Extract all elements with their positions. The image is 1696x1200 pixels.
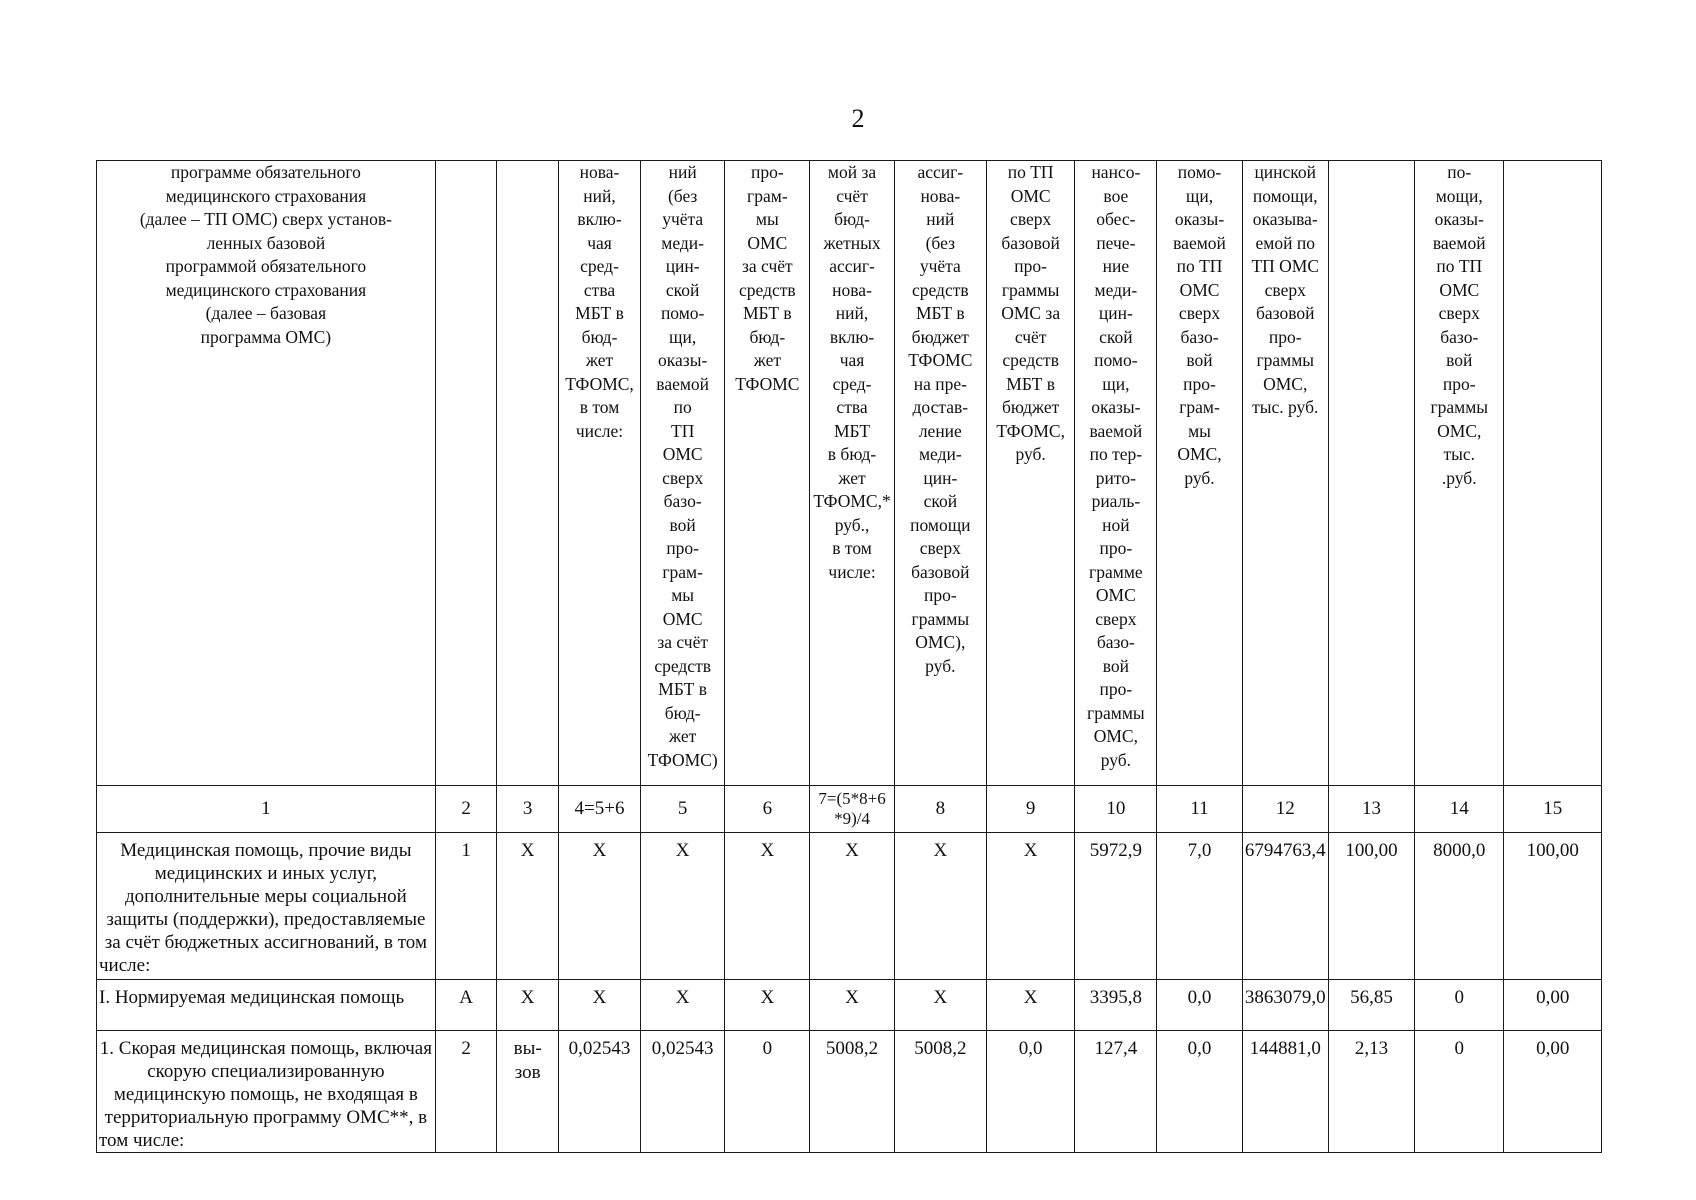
table-row (97, 1031, 1602, 1153)
column-number-9: 9 (987, 786, 1075, 833)
table-cell: 127,4 (1075, 1031, 1157, 1153)
financing-table (96, 160, 1602, 1153)
column-number-5: 5 (641, 786, 725, 833)
table-cell: Х (810, 980, 894, 1031)
table-cell: Х (987, 980, 1075, 1031)
row-label: Медицинская помощь, прочие виды медицинских и иных услуг, дополнительные меры социальной защиты (поддержки), предоставляемые за счёт бюджетных ассигнований, в том числе: (97, 833, 436, 980)
table-cell: Х (497, 980, 559, 1031)
column-number-10: 10 (1075, 786, 1157, 833)
table-cell: 2,13 (1328, 1031, 1414, 1153)
table-cell: Х (725, 980, 810, 1031)
table-cell: Х (725, 833, 810, 980)
table-cell: 8000,0 (1415, 833, 1504, 980)
column-number-2: 2 (435, 786, 497, 833)
table-cell: 5008,2 (894, 1031, 986, 1153)
table-cell: 0,0 (1157, 1031, 1242, 1153)
table-cell: А (435, 980, 497, 1031)
row-label: 1. Скорая медицинская помощь, включая скорую специализированную медицинскую помощь, не входящая в территориальную программу ОМС**, в том числе: (97, 1031, 436, 1153)
table-cell: Х (641, 980, 725, 1031)
header-cell-15 (1504, 161, 1602, 786)
table-cell: 5972,9 (1075, 833, 1157, 980)
row-label: I. Нормируемая медицинская помощь (97, 980, 436, 1031)
table-cell: 6794763,4 (1242, 833, 1328, 980)
column-number-12: 12 (1242, 786, 1328, 833)
page-number: 2 (851, 104, 865, 133)
table-cell: 0,0 (987, 1031, 1075, 1153)
column-number-13: 13 (1328, 786, 1414, 833)
header-cell-8: ассиг- нова- ний (без учёта средств МБТ в бюджет ТФОМС на пре- достав- ление меди- цин- ской помощи сверх базовой про- граммы ОМС), руб. (894, 161, 986, 786)
table-cell: 100,00 (1328, 833, 1414, 980)
header-cell-10: нансо- вое обес- пече- ние меди- цин- ской помо- щи, оказы- ваемой по тер- рито- риаль- ной про- грамме ОМС сверх базо- вой про- граммы ОМС, руб. (1075, 161, 1157, 786)
header-cell-14: по- мощи, оказы- ваемой по ТП ОМС сверх базо- вой про- граммы ОМС, тыс. .руб. (1415, 161, 1504, 786)
table-cell: 2 (435, 1031, 497, 1153)
table-cell: Х (558, 833, 640, 980)
table-cell: 3395,8 (1075, 980, 1157, 1031)
table-cell: вы- зов (497, 1031, 559, 1153)
column-number-8: 8 (894, 786, 986, 833)
header-cell-5: ний (без учёта меди- цин- ской помо- щи, оказы- ваемой по ТП ОМС сверх базо- вой про- грам- мы ОМС за счёт средств МБТ в бюд- жет ТФОМС) (641, 161, 725, 786)
table-cell: 0 (1415, 1031, 1504, 1153)
table-cell: 0,00 (1504, 980, 1602, 1031)
column-number-6: 6 (725, 786, 810, 833)
header-row (97, 161, 1602, 786)
table-cell: 0 (725, 1031, 810, 1153)
header-cell-11: помо- щи, оказы- ваемой по ТП ОМС сверх базо- вой про- грам- мы ОМС, руб. (1157, 161, 1242, 786)
column-number-1: 1 (97, 786, 436, 833)
header-cell-1: программе обязательного медицинского страхования (далее – ТП ОМС) сверх установ- ленных базовой программой обязательного медицинского страхования (далее – базовая программа ОМС) (97, 161, 436, 786)
column-number-row (97, 786, 1602, 833)
header-cell-4: нова- ний, вклю- чая сред- ства МБТ в бюд- жет ТФОМС, в том числе: (558, 161, 640, 786)
table-row (97, 833, 1602, 980)
column-number-7: 7=(5*8+6 *9)/4 (810, 786, 894, 833)
header-cell-6: про- грам- мы ОМС за счёт средств МБТ в бюд- жет ТФОМС (725, 161, 810, 786)
header-cell-13 (1328, 161, 1414, 786)
column-number-11: 11 (1157, 786, 1242, 833)
table-cell: Х (641, 833, 725, 980)
table-cell: Х (894, 980, 986, 1031)
table-cell: Х (987, 833, 1075, 980)
table-cell: 5008,2 (810, 1031, 894, 1153)
header-cell-7: мой за счёт бюд- жетных ассиг- нова- ний, вклю- чая сред- ства МБТ в бюд- жет ТФОМС,* руб., в том числе: (810, 161, 894, 786)
column-number-4: 4=5+6 (558, 786, 640, 833)
table-cell: Х (558, 980, 640, 1031)
table-cell: 100,00 (1504, 833, 1602, 980)
table-cell: Х (894, 833, 986, 980)
table-row (97, 980, 1602, 1031)
table-cell: 144881,0 (1242, 1031, 1328, 1153)
column-number-14: 14 (1415, 786, 1504, 833)
table-cell: 3863079,0 (1242, 980, 1328, 1031)
table-cell: Х (810, 833, 894, 980)
table-cell: 1 (435, 833, 497, 980)
column-number-15: 15 (1504, 786, 1602, 833)
table-cell: 7,0 (1157, 833, 1242, 980)
table-cell: 0,02543 (641, 1031, 725, 1153)
table-cell: 56,85 (1328, 980, 1414, 1031)
table-cell: 0,0 (1157, 980, 1242, 1031)
table-cell: 0,00 (1504, 1031, 1602, 1153)
column-number-3: 3 (497, 786, 559, 833)
header-cell-12: цинской помощи, оказыва- емой по ТП ОМС сверх базовой про- граммы ОМС, тыс. руб. (1242, 161, 1328, 786)
table-cell: 0,02543 (558, 1031, 640, 1153)
table-cell: Х (497, 833, 559, 980)
header-cell-9: по ТП ОМС сверх базовой про- граммы ОМС за счёт средств МБТ в бюджет ТФОМС, руб. (987, 161, 1075, 786)
header-cell-3 (497, 161, 559, 786)
table-cell: 0 (1415, 980, 1504, 1031)
header-cell-2 (435, 161, 497, 786)
